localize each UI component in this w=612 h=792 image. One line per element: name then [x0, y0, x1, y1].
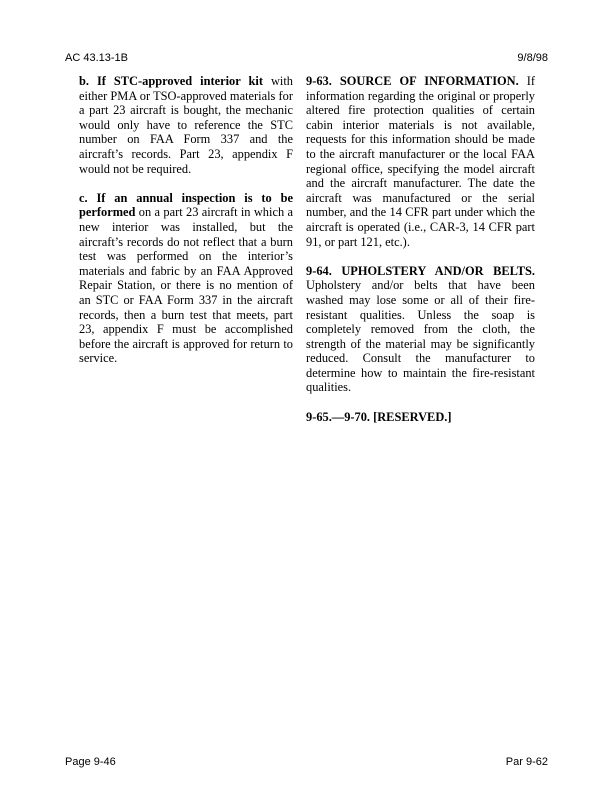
- paragraph-b-lead: b. If STC-approved interior kit: [79, 74, 263, 88]
- section-9-63-heading: 9-63. SOURCE OF INFORMATION.: [306, 74, 519, 88]
- section-9-64-body: Upholstery and/or belts that have been washed may lose some or all of their fire-resistant qualities. Unless the soap is completely removed from the cloth, the strength of the material may be significantly reduced. Consult the manufacturer to determine how to maintain the fire-resistant qualities.: [306, 278, 535, 395]
- paragraph-c-body: on a part 23 aircraft in which a new interior was installed, but the aircraft’s records do not reflect that a burn test was performed on the interior’s materials and fabric by an FAA Approved Repair Station, or there is no mention of an STC or FAA Form 337 in the aircraft records, then a burn test that meets, part 23, appendix F must be accomplished before the aircraft is approved for return to service.: [79, 205, 293, 366]
- document-id: AC 43.13-1B: [65, 52, 128, 64]
- paragraph-c-lead: c. If an annual inspection is to be performed: [79, 190, 293, 220]
- section-9-64-heading: 9-64. UPHOLSTERY AND/OR BELTS.: [306, 263, 535, 278]
- page-number: Page 9-46: [65, 756, 116, 768]
- right-column: [306, 74, 535, 439]
- left-column: [65, 74, 293, 380]
- section-9-63-body: If information regarding the original or properly altered fire protection qualities of certain cabin interior materials is not available, requests for this information should be made to the aircraft manufacturer or the local FAA regional office, specifying the model aircraft and the aircraft manufacturer. The date the aircraft was manufactured or the serial number, and the 14 CFR part under which the aircraft is operated (i.e., CAR-3, 14 CFR part 91, or part 121, etc.).: [306, 74, 536, 249]
- section-9-64: [306, 264, 535, 395]
- document-date: 9/8/98: [517, 52, 548, 64]
- paragraph-c: [65, 191, 293, 366]
- paragraph-b-body: with either PMA or TSO-approved materials for a part 23 aircraft is bought, the mechanic would only have to reference the STC number on FAA Form 337 and the aircraft’s records. Part 23, appendix F would not be required.: [79, 74, 293, 176]
- paragraph-b: [65, 74, 293, 176]
- reserved-sections: 9-65.—9-70. [RESERVED.]: [306, 409, 452, 424]
- paragraph-reference: Par 9-62: [505, 756, 548, 768]
- section-9-63: [306, 74, 535, 249]
